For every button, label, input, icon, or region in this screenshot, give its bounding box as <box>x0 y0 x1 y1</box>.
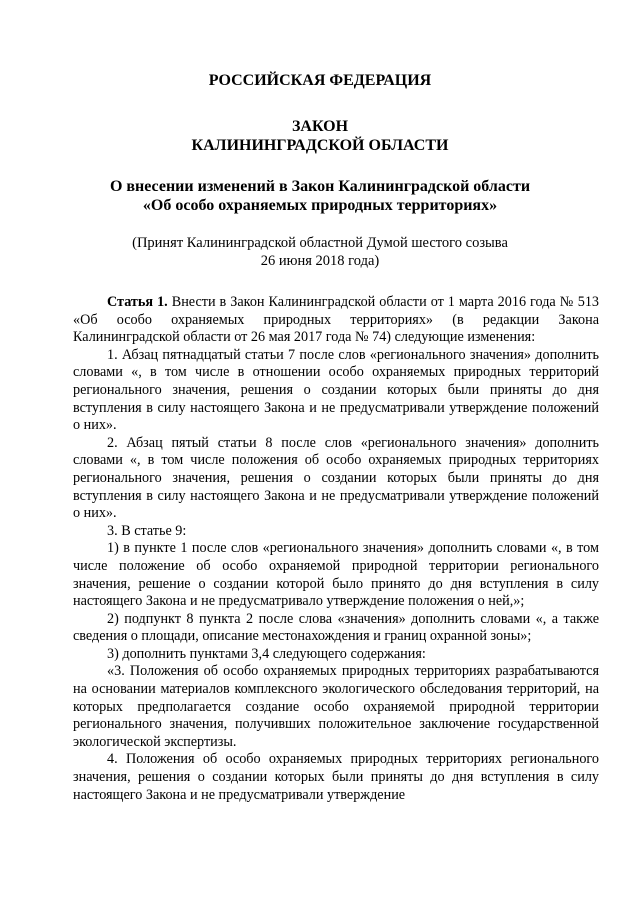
amendment-item-1: 1. Абзац пятнадцатый статьи 7 после слов «регионального значения» дополнить словами «, в том числе в отношении особо охраняемых природных территорий регионального значения, решения о создании которых были приняты до дня вступления в силу настоящего Закона и не предусматривали утверждение положений о них». <box>73 346 599 434</box>
new-point-3: «3. Положения об особо охраняемых природных территориях разрабатываются на основании материалов комплексного экологического обследования территорий, на которых предполагается создание особо охраняемой природной территории регионального значения, получивших положительное заключение государственной экологической экспертизы. <box>73 663 599 750</box>
amendment-subitem-1: 1) в пункте 1 после слов «регионального значения» дополнить словами «, в том числе положение об особо охраняемой природной территории регионального значения, решение о создании которой было принято до дня вступления в силу настоящего Закона и не предусматривало утверждение положения о ней,»; <box>73 540 599 610</box>
law-title-line-1: О внесении изменений в Закон Калининградской области <box>109 178 531 195</box>
new-point-4: 4. Положения об особо охраняемых природных территориях регионального значения, решения о создании которых были приняты до дня вступления в силу настоящего Закона и не предусматривали утверждение <box>73 751 599 803</box>
article-intro-paragraph <box>73 294 599 347</box>
amendment-item-2: 2. Абзац пятый статьи 8 после слов «регионального значения» дополнить словами «, в том числе положения об особо охраняемых природных территориях регионального значения, решения о создании которых были приняты до дня вступления в силу настоящего Закона и не предусматривали утверждение положений о них». <box>73 434 599 522</box>
article-intro-text: Внести в Закон Калининградской области от 1 марта 2016 года № 513 «Об особо охраняемых природных территориях» (в редакции Закона Калининградской области от 26 мая 2017 года № 74) следующие изменения: <box>73 294 600 346</box>
law-heading: ЗАКОН <box>291 118 349 135</box>
federation-heading: РОССИЙСКАЯ ФЕДЕРАЦИЯ <box>208 72 432 89</box>
article-body <box>73 294 599 804</box>
adoption-note-line-1: (Принят Калининградской областной Думой шестого созыва <box>132 235 508 251</box>
adoption-note-line-2: 26 июня 2018 года) <box>260 253 380 269</box>
region-heading: КАЛИНИНГРАДСКОЙ ОБЛАСТИ <box>191 137 449 154</box>
amendment-subitem-3: 3) дополнить пунктами 3,4 следующего содержания: <box>107 645 426 662</box>
law-title-line-2: «Об особо охраняемых природных территориях» <box>142 197 498 214</box>
amendment-subitem-2: 2) подпункт 8 пункта 2 после слова «значения» дополнить словами «, а также сведения о площади, описание местонахождения и границ охранной зоны»; <box>73 610 599 645</box>
article-label: Статья 1. <box>107 294 168 310</box>
amendment-item-3: 3. В статье 9: <box>107 522 187 539</box>
